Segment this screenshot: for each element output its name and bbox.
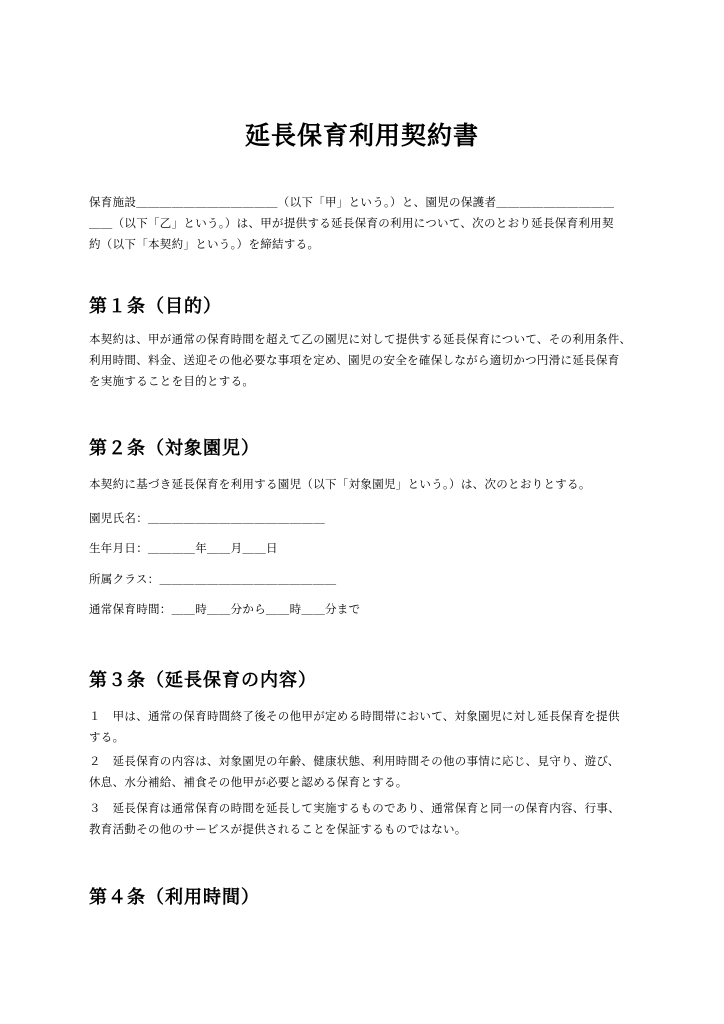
article2-heading: 第２条（対象園児）	[89, 438, 260, 459]
birthdate-field	[89, 538, 649, 559]
intro-line: 保育施設＿＿＿＿＿＿＿＿＿＿＿＿（以下「甲」という。）と、園児の保護者＿＿＿＿＿＿＿＿＿＿	[89, 195, 615, 209]
article1-line: 利用時間、料金、送迎その他必要な事項を定め、園児の安全を確保しながら適切かつ円滑に延長保育	[89, 353, 620, 367]
article2-intro	[89, 474, 649, 495]
class-label: 所属クラス：＿＿＿＿＿＿＿＿＿＿＿＿＿＿＿	[89, 572, 337, 586]
hours-field	[89, 599, 649, 620]
article1-heading: 第１条（目的）	[89, 296, 222, 317]
article1-line: を実施することを目的とする。	[89, 374, 255, 388]
article4-heading: 第４条（利用時間）	[89, 887, 260, 908]
article2-intro-line: 本契約に基づき延長保育を利用する園児（以下「対象園児」という。）は、次のとおりとする。	[89, 477, 591, 491]
article1-paragraph	[89, 329, 649, 392]
class-field	[89, 569, 649, 590]
article3-item3	[89, 798, 649, 840]
child-name-field	[89, 508, 649, 529]
article3-item2-line: 休息、水分補給、補食その他甲が必要と認める保育とする。	[89, 775, 408, 789]
hours-label: 通常保育時間：＿＿時＿＿分から＿＿時＿＿分まで	[89, 602, 361, 616]
article1-line: 本契約は、甲が通常の保育時間を超えて乙の園児に対して提供する延長保育について、その利用条件、	[89, 332, 632, 346]
article3-item3-line: ３ 延長保育は通常保育の時間を延長して実施するものであり、通常保育と同一の保育内容、行事、	[89, 801, 620, 815]
intro-paragraph	[89, 192, 649, 255]
birthdate-label: 生年月日：＿＿＿＿年＿＿月＿＿日	[89, 541, 278, 555]
intro-line: 約（以下「本契約」という。）を締結する。	[89, 237, 320, 251]
article3-item1	[89, 706, 649, 748]
article3-item2	[89, 751, 649, 793]
intro-line: ＿＿（以下「乙」という。）は、甲が提供する延長保育の利用について、次のとおり延長保育利用契	[89, 216, 614, 230]
article3-heading: 第３条（延長保育の内容）	[89, 670, 317, 691]
child-name-label: 園児氏名：＿＿＿＿＿＿＿＿＿＿＿＿＿＿＿	[89, 511, 325, 525]
article3-item1-line: １ 甲は、通常の保育時間終了後その他甲が定める時間帯において、対象園児に対し延長保育を提供	[89, 709, 620, 723]
article3-item2-line: ２ 延長保育の内容は、対象園児の年齢、健康状態、利用時間その他の事情に応じ、見守り、遊び、	[89, 754, 620, 768]
article3-item1-line: する。	[89, 730, 125, 744]
article3-item3-line: 教育活動その他のサービスが提供されることを保証するものではない。	[89, 822, 467, 836]
document-title: 延長保育利用契約書	[244, 121, 479, 150]
